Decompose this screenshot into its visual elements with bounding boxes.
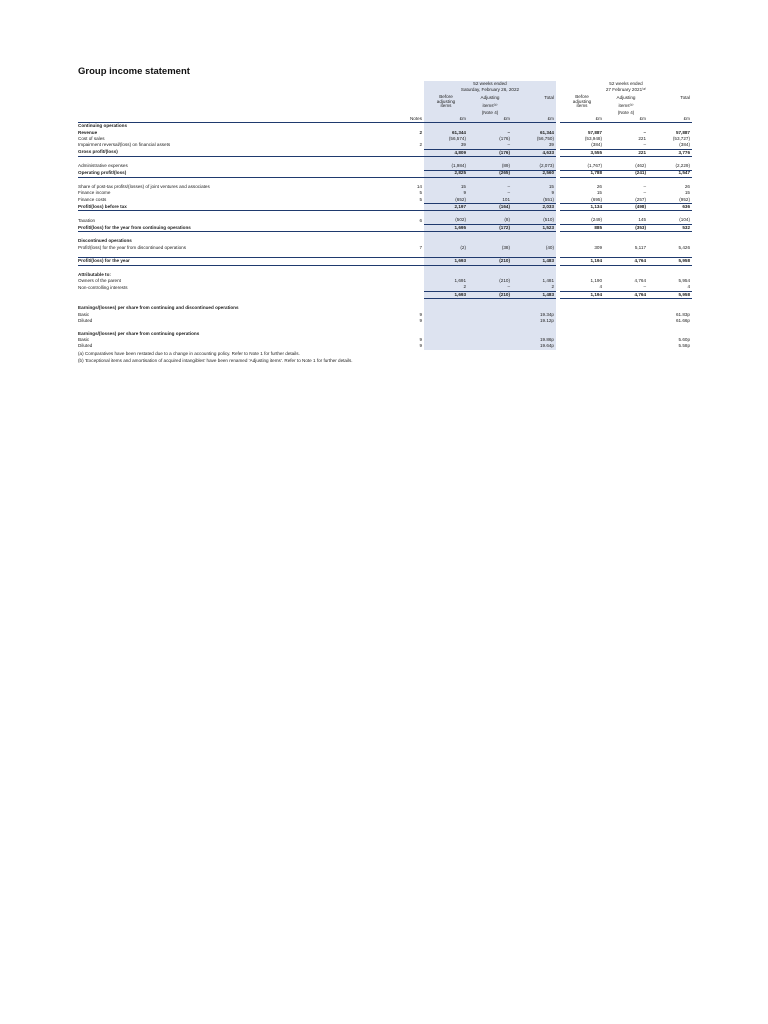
value-cell: 2 (424, 285, 468, 292)
before-line1-prior: Before (575, 93, 589, 99)
value-cell: (510) (512, 218, 556, 225)
before-line2-prior: adjusting (572, 98, 592, 104)
value-cell: – (604, 142, 648, 149)
footnotes (78, 350, 690, 364)
items-b-label-prior: items⁽ᵇ⁾ (618, 103, 634, 109)
value-cell: (257) (604, 197, 648, 204)
unit-1: £m (424, 116, 468, 123)
value-cell: 9 (424, 190, 468, 196)
row-label: Taxation (78, 217, 96, 223)
row-label: Finance costs (78, 196, 107, 202)
spacer-cell (512, 265, 556, 272)
empty-cell (560, 123, 604, 130)
value-cell: (56,574) (424, 136, 468, 142)
value-cell: 1,788 (560, 170, 604, 177)
value-cell: 1,547 (648, 170, 692, 177)
value-cell: 1,483 (512, 258, 556, 265)
row-label: Operating profit/(loss) (78, 170, 394, 177)
eps-prior: 61.83p (675, 311, 690, 317)
value-cell: 15 (596, 190, 602, 196)
empty-cell (604, 123, 648, 130)
unit-6: £m (683, 116, 690, 122)
value-cell: (2) (424, 245, 468, 251)
table-row (78, 258, 692, 265)
value-cell: – (468, 285, 512, 292)
note-ref (394, 149, 424, 156)
value-cell: 1,483 (512, 291, 556, 298)
value-cell: 101 (468, 197, 512, 204)
value-cell: (56,750) (512, 136, 556, 142)
value-cell: 39 (424, 142, 468, 149)
value-cell: 4,809 (424, 149, 468, 156)
value-cell: 1,194 (560, 291, 604, 298)
row-label: Profit/(loss) for the year from discontinued operations (78, 244, 187, 250)
value-cell: 2,197 (424, 204, 468, 211)
row-label: Basic (78, 336, 90, 342)
table-row (78, 197, 692, 204)
value-cell: (2,073) (512, 163, 556, 170)
empty-cell (468, 123, 512, 130)
value-cell: (1,984) (424, 163, 468, 170)
row-label: Profit/(loss) before tax (78, 204, 394, 211)
eps-prior: 5.60p (678, 336, 690, 342)
spacer-cell (394, 299, 424, 306)
footnote-a: (a) Comparatives have been restated due to a change in accounting policy. Refer to Note 1 for further details. (78, 350, 300, 356)
row-label: Diluted (78, 317, 93, 323)
value-cell: (1,767) (560, 163, 604, 170)
spacer-row (78, 265, 692, 272)
note-ref (394, 285, 424, 292)
current-period-line1: 52 weeks ended (424, 81, 556, 87)
value-cell: (241) (604, 170, 648, 177)
note-ref (394, 291, 424, 298)
row-label: Finance income (78, 190, 111, 196)
value-cell: 5,954 (678, 278, 690, 284)
value-cell: 309 (594, 244, 602, 250)
table-row (78, 163, 692, 170)
note-ref: 2 (419, 129, 422, 135)
unit-2: £m (468, 116, 512, 123)
value-cell: 145 (604, 218, 648, 225)
value-cell: (265) (468, 170, 512, 177)
value-cell: 1,190 (590, 278, 602, 284)
table-row (78, 224, 692, 231)
before-line1: Before (439, 93, 453, 99)
value-cell: (89) (468, 163, 512, 170)
section-heading-row (78, 123, 692, 130)
value-cell: (2,229) (648, 163, 692, 170)
value-cell: – (643, 190, 646, 196)
value-cell: 1,481 (512, 278, 556, 284)
value-cell: (384) (560, 142, 604, 149)
spacer-cell (648, 232, 692, 239)
col-adjusting: Adjusting (468, 94, 512, 104)
row-label: Diluted (78, 343, 93, 349)
spacer-row (78, 232, 692, 239)
note-ref: 5 (419, 196, 422, 202)
row-label: Administrative expenses (78, 163, 128, 169)
eps-prior: 61.66p (675, 317, 690, 323)
spacer-cell (394, 265, 424, 272)
value-cell: 2,033 (512, 204, 556, 211)
unit-5: £m (639, 116, 646, 122)
value-cell: 221 (604, 149, 648, 156)
value-cell: (210) (468, 291, 512, 298)
note-ref (394, 204, 424, 211)
value-cell: – (643, 129, 646, 135)
unit-3: £m (512, 116, 556, 123)
value-cell: 532 (648, 224, 692, 231)
table-row (78, 285, 692, 292)
row-label: Share of post-tax profits/(losses) of joint ventures and associates (78, 184, 210, 189)
note-ref (394, 258, 424, 265)
value-cell: 61,344 (512, 130, 556, 136)
note-ref: 5 (419, 190, 422, 196)
value-cell: – (604, 285, 648, 292)
items-label: items (424, 104, 468, 110)
note-ref: 9 (419, 336, 422, 342)
spacer-cell (512, 299, 556, 306)
value-cell: 885 (560, 224, 604, 231)
row-label: Earnings/(losses) per share from continuing operations (78, 330, 200, 336)
spacer-row (78, 251, 692, 258)
spacer-cell (560, 299, 604, 306)
empty-cell (424, 123, 468, 130)
value-cell: 4,764 (604, 291, 648, 298)
items-label-prior: items (576, 103, 588, 109)
value-cell: 1,134 (560, 204, 604, 211)
value-cell: (384) (648, 142, 692, 149)
note-ref: 14 (416, 184, 422, 189)
empty-cell (648, 123, 692, 130)
value-cell: (40) (512, 245, 556, 251)
col-before-adjusting-prior (560, 94, 604, 104)
items-b-label: items⁽ᵇ⁾ (468, 104, 512, 110)
spacer-cell (424, 299, 468, 306)
row-label: Non-controlling interests (78, 284, 128, 290)
note-ref: 9 (419, 311, 422, 317)
value-cell: 1,693 (424, 291, 468, 298)
col-adjusting-prior: Adjusting (616, 95, 636, 101)
table-row (78, 218, 692, 225)
value-cell: (353) (604, 224, 648, 231)
value-cell: 5,958 (648, 258, 692, 265)
table-row (78, 149, 692, 156)
col-before-adjusting (424, 94, 468, 104)
note4-label-prior: (Note 4) (617, 109, 635, 115)
note-ref (394, 224, 424, 231)
spacer-cell (394, 156, 424, 163)
value-cell: (53,727) (672, 135, 690, 141)
spacer-cell (424, 232, 468, 239)
eps-current: 19.34p (512, 312, 556, 318)
eps-prior: 5.58p (678, 343, 690, 349)
spacer-cell (512, 232, 556, 239)
value-cell: 39 (512, 142, 556, 149)
value-cell: – (468, 184, 512, 190)
empty-cell (512, 123, 556, 130)
value-cell: – (468, 190, 512, 196)
value-cell: 3,555 (560, 149, 604, 156)
note-ref: 9 (419, 317, 422, 323)
unit-4: £m (595, 116, 602, 122)
spacer-cell (604, 232, 648, 239)
spacer-cell (394, 251, 424, 258)
value-cell: (652) (424, 197, 468, 204)
value-cell: 2 (512, 285, 556, 292)
value-cell: (53,948) (584, 135, 602, 141)
value-cell: (498) (604, 204, 648, 211)
value-cell: (249) (560, 218, 604, 225)
value-cell: 4,764 (604, 258, 648, 265)
spacer-cell (468, 265, 512, 272)
spacer-cell (424, 265, 468, 272)
notes-header: Notes (409, 116, 422, 122)
header-row-cols (78, 94, 692, 104)
value-cell: – (468, 130, 512, 136)
row-label: Earnings/(losses) per share from continuing and discontinued operations (78, 305, 239, 311)
prior-period-line2: 27 February 2021⁽ᵃ⁾ (605, 87, 647, 93)
value-cell: (8) (468, 218, 512, 225)
note-ref: 2 (419, 142, 422, 148)
value-cell: (551) (512, 197, 556, 204)
value-cell: (210) (468, 278, 512, 284)
table-row (78, 170, 692, 177)
eps-current: 19.64p (512, 343, 556, 349)
spacer-cell (648, 265, 692, 272)
value-cell: 2,825 (424, 170, 468, 177)
row-label: Basic (78, 311, 90, 317)
value-cell: (176) (468, 149, 512, 156)
table-row (78, 291, 692, 298)
income-statement-page (78, 66, 690, 364)
value-cell: 1,523 (512, 224, 556, 231)
spacer-cell (560, 265, 604, 272)
spacer-cell (78, 251, 394, 258)
value-cell: 1,691 (424, 278, 468, 284)
income-statement-table (78, 81, 692, 350)
value-cell: 1,194 (560, 258, 604, 265)
value-cell: 4 (648, 285, 692, 292)
spacer-cell (604, 177, 648, 184)
value-cell: 61,344 (424, 130, 468, 136)
value-cell: 4 (560, 285, 604, 292)
value-cell: (38) (468, 245, 512, 251)
spacer-cell (560, 232, 604, 239)
col-total: Total (512, 94, 556, 104)
row-label: Profit/(loss) for the year from continuing operations (78, 224, 394, 231)
row-label: Impairment reversal/(loss) on financial assets (78, 142, 171, 148)
table-row (78, 204, 692, 211)
value-cell: – (643, 184, 646, 189)
value-cell: (210) (468, 258, 512, 265)
spacer-cell (78, 156, 394, 163)
page-title: Group income statement (78, 66, 190, 77)
eps-current: 19.86p (512, 337, 556, 343)
row-label: Cost of sales (78, 135, 105, 141)
spacer-cell (468, 299, 512, 306)
value-cell: (172) (468, 224, 512, 231)
footnote-b: (b) ‘Exceptional items and amortisation of acquired intangibles’ have been renamed ‘Adjusting items’. Refer to Note 1 for further details. (78, 357, 353, 363)
value-cell: 4,764 (634, 278, 646, 284)
value-cell: 57,887 (675, 129, 690, 135)
note-ref (394, 170, 424, 177)
row-label: Profit/(loss) for the year (78, 258, 394, 265)
note-ref: 6 (419, 217, 422, 223)
spacer-cell (468, 177, 512, 184)
value-cell: 1,695 (424, 224, 468, 231)
value-cell: 57,887 (587, 129, 602, 135)
value-cell: 5,426 (678, 244, 690, 250)
spacer-cell (560, 251, 604, 258)
value-cell: 9 (512, 190, 556, 196)
value-cell: 15 (684, 190, 690, 196)
value-cell: 5,117 (634, 244, 646, 250)
note4-label: (Note 4) (468, 110, 512, 116)
value-cell: (462) (604, 163, 648, 170)
spacer-cell (394, 211, 424, 218)
spacer-cell (424, 251, 468, 258)
note-ref (394, 163, 424, 170)
spacer-cell (394, 232, 424, 239)
prior-period-line1: 52 weeks ended (609, 80, 643, 86)
value-cell: (104) (648, 218, 692, 225)
header-row-units (78, 116, 692, 123)
value-cell: (176) (468, 136, 512, 142)
value-cell: 636 (648, 204, 692, 211)
row-label: Discontinued operations (78, 238, 132, 244)
spacer-cell (512, 251, 556, 258)
row-label: Revenue (78, 129, 98, 135)
value-cell: (695) (560, 197, 604, 204)
eps-current: 19.12p (512, 318, 556, 324)
note-ref: 7 (419, 244, 422, 250)
row-label: Owners of the parent (78, 278, 121, 284)
row-label (78, 291, 394, 298)
row-label: Gross profit/(loss) (78, 149, 394, 156)
spacer-cell (468, 251, 512, 258)
value-cell: (952) (648, 197, 692, 204)
value-cell: 26 (596, 184, 602, 189)
spacer-cell (648, 251, 692, 258)
value-cell: 15 (424, 184, 468, 190)
spacer-cell (78, 265, 394, 272)
value-cell: 3,776 (648, 149, 692, 156)
spacer-cell (604, 265, 648, 272)
spacer-cell (604, 251, 648, 258)
value-cell: 4,633 (512, 149, 556, 156)
spacer-cell (78, 211, 394, 218)
value-cell: 221 (638, 135, 646, 141)
before-line2: adjusting (436, 98, 456, 104)
value-cell: 1,693 (424, 258, 468, 265)
notes-cell (394, 123, 424, 130)
spacer-cell (648, 299, 692, 306)
current-period-line2: Saturday, February 26, 2022 (424, 87, 556, 93)
note-ref: 9 (419, 343, 422, 349)
value-cell: 5,958 (648, 291, 692, 298)
spacer-cell (468, 232, 512, 239)
value-cell: 26 (684, 184, 690, 189)
spacer-cell (604, 299, 648, 306)
value-cell: – (468, 142, 512, 149)
value-cell: (502) (424, 218, 468, 225)
row-label: Continuing operations (78, 123, 394, 130)
value-cell: 15 (512, 184, 556, 190)
value-cell: 2,560 (512, 170, 556, 177)
row-label: Attributable to: (78, 271, 111, 277)
col-total-prior: Total (680, 95, 690, 101)
table-row (78, 142, 692, 149)
value-cell: (164) (468, 204, 512, 211)
